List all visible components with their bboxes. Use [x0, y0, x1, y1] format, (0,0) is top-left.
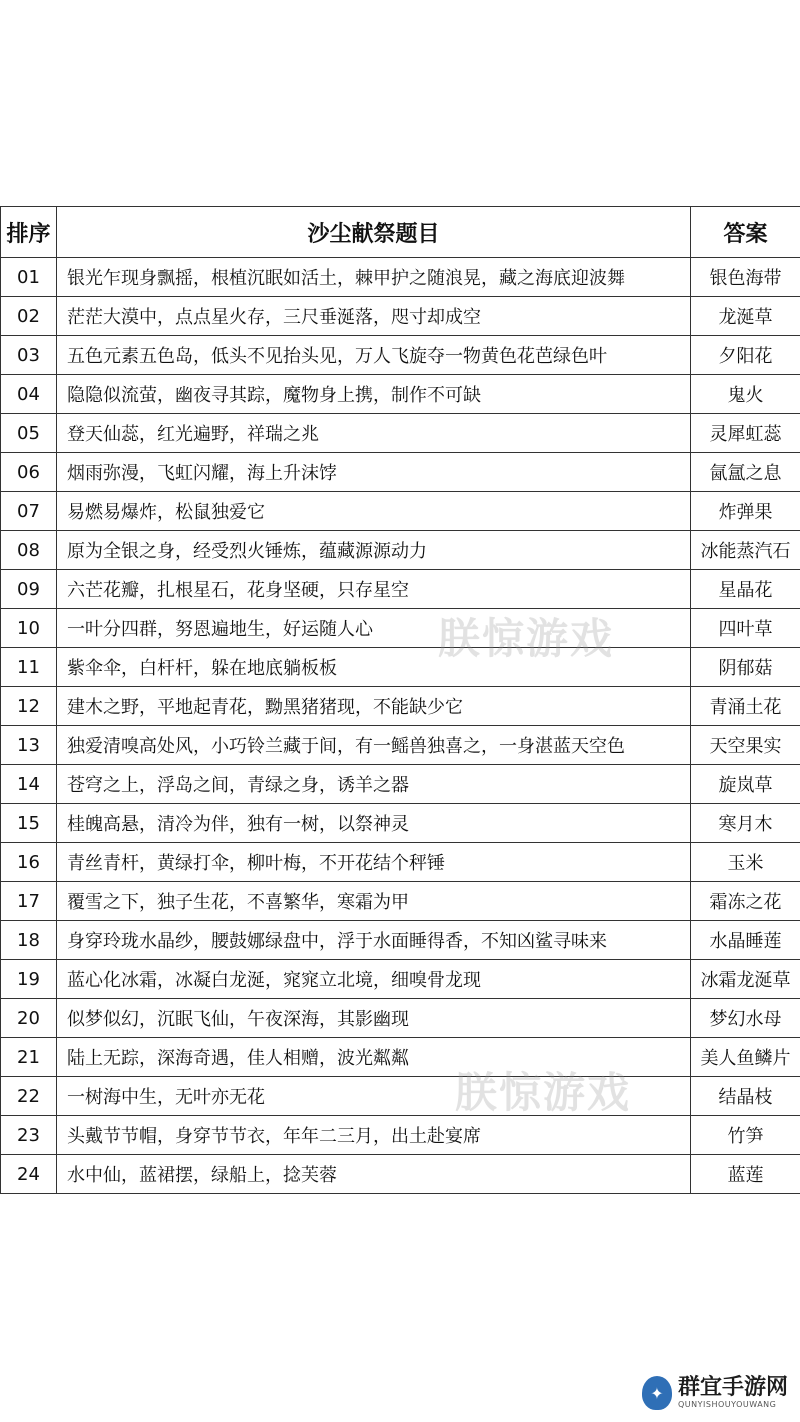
row-answer: 夕阳花	[691, 336, 800, 375]
header-question: 沙尘献祭题目	[57, 207, 691, 258]
row-answer: 炸弹果	[691, 492, 800, 531]
row-answer: 玉米	[691, 843, 800, 882]
row-answer: 霜冻之花	[691, 882, 800, 921]
table-row	[1, 1155, 800, 1194]
row-number: 16	[1, 843, 57, 882]
row-number: 22	[1, 1077, 57, 1116]
table-row	[1, 531, 800, 570]
row-answer: 梦幻水母	[691, 999, 800, 1038]
row-answer: 美人鱼鳞片	[691, 1038, 800, 1077]
row-question: 蓝心化冰霜，冰凝白龙涎，窕窕立北境，细嗅骨龙现	[57, 960, 691, 999]
row-answer: 天空果实	[691, 726, 800, 765]
row-answer: 结晶枝	[691, 1077, 800, 1116]
row-question: 易燃易爆炸，松鼠独爱它	[57, 492, 691, 531]
row-question: 烟雨弥漫，飞虹闪耀，海上升沫饽	[57, 453, 691, 492]
row-number: 06	[1, 453, 57, 492]
table-row	[1, 687, 800, 726]
table-row	[1, 1116, 800, 1155]
table-row	[1, 804, 800, 843]
row-question: 独爱清嗅高处风，小巧铃兰藏于间，有一鳐兽独喜之，一身湛蓝天空色	[57, 726, 691, 765]
row-answer: 旋岚草	[691, 765, 800, 804]
row-answer: 冰霜龙涎草	[691, 960, 800, 999]
row-number: 21	[1, 1038, 57, 1077]
quiz-table	[0, 206, 800, 1194]
row-question: 六芒花瓣，扎根星石，花身坚硬，只存星空	[57, 570, 691, 609]
row-question: 茫茫大漠中，点点星火存，三尺垂涎落，咫寸却成空	[57, 297, 691, 336]
table-row	[1, 258, 800, 297]
table-row	[1, 1038, 800, 1077]
row-question: 登天仙蕊，红光遍野，祥瑞之兆	[57, 414, 691, 453]
table-row	[1, 375, 800, 414]
row-number: 14	[1, 765, 57, 804]
table-row	[1, 414, 800, 453]
table-row	[1, 960, 800, 999]
table-row	[1, 648, 800, 687]
row-answer: 寒月木	[691, 804, 800, 843]
row-question: 桂魄高悬，清冷为伴，独有一树，以祭神灵	[57, 804, 691, 843]
row-answer: 水晶睡莲	[691, 921, 800, 960]
row-question: 一叶分四群，努恩遍地生，好运随人心	[57, 609, 691, 648]
row-question: 水中仙，蓝裙摆，绿船上，捻芙蓉	[57, 1155, 691, 1194]
row-number: 19	[1, 960, 57, 999]
row-number: 12	[1, 687, 57, 726]
row-answer: 竹笋	[691, 1116, 800, 1155]
quiz-table-container	[0, 206, 800, 1194]
row-question: 苍穹之上，浮岛之间，青绿之身，诱羊之器	[57, 765, 691, 804]
row-number: 07	[1, 492, 57, 531]
header-answer: 答案	[691, 207, 800, 258]
row-question: 青丝青杆，黄绿打伞，柳叶梅，不开花结个秤锤	[57, 843, 691, 882]
row-number: 20	[1, 999, 57, 1038]
logo-subtitle: QUNYISHOUYOUWANG	[677, 1400, 777, 1409]
row-question: 银光乍现身飘摇，根植沉眠如活土，棘甲护之随浪晃，藏之海底迎波舞	[57, 258, 691, 297]
table-row	[1, 609, 800, 648]
row-number: 04	[1, 375, 57, 414]
row-number: 11	[1, 648, 57, 687]
row-number: 02	[1, 297, 57, 336]
row-answer: 蓝莲	[691, 1155, 800, 1194]
table-row	[1, 297, 800, 336]
row-number: 05	[1, 414, 57, 453]
row-answer: 银色海带	[691, 258, 800, 297]
logo-name: 群宜手游网	[677, 1375, 788, 1400]
row-question: 紫伞伞，白杆杆，躲在地底躺板板	[57, 648, 691, 687]
table-row	[1, 843, 800, 882]
table-row	[1, 492, 800, 531]
table-row	[1, 765, 800, 804]
row-question: 建木之野，平地起青花，黝黑猪猪现，不能缺少它	[57, 687, 691, 726]
row-number: 24	[1, 1155, 57, 1194]
table-row	[1, 921, 800, 960]
row-answer: 阴郁菇	[691, 648, 800, 687]
row-question: 隐隐似流萤，幽夜寻其踪，魔物身上携，制作不可缺	[57, 375, 691, 414]
row-number: 23	[1, 1116, 57, 1155]
table-row	[1, 882, 800, 921]
row-question: 身穿玲珑水晶纱，腰鼓娜绿盘中，浮于水面睡得香，不知凶鲨寻味来	[57, 921, 691, 960]
row-number: 10	[1, 609, 57, 648]
row-question: 覆雪之下，独子生花，不喜繁华，寒霜为甲	[57, 882, 691, 921]
row-number: 13	[1, 726, 57, 765]
table-row	[1, 1077, 800, 1116]
row-number: 01	[1, 258, 57, 297]
table-row	[1, 453, 800, 492]
row-answer: 青涌土花	[691, 687, 800, 726]
row-question: 一树海中生，无叶亦无花	[57, 1077, 691, 1116]
table-row	[1, 336, 800, 375]
row-number: 15	[1, 804, 57, 843]
table-row	[1, 726, 800, 765]
header-rank: 排序	[1, 207, 57, 258]
row-question: 五色元素五色岛，低头不见抬头见，万人飞旋夺一物黄色花芭绿色叶	[57, 336, 691, 375]
row-question: 似梦似幻，沉眠飞仙，午夜深海，其影幽现	[57, 999, 691, 1038]
row-answer: 灵犀虹蕊	[691, 414, 800, 453]
logo-text	[678, 1377, 788, 1409]
site-logo[interactable]	[642, 1376, 788, 1410]
shield-logo-icon: ✦	[642, 1376, 672, 1410]
row-answer: 四叶草	[691, 609, 800, 648]
table-body	[1, 258, 800, 1194]
row-number: 09	[1, 570, 57, 609]
row-question: 原为全银之身，经受烈火锤炼，蕴藏源源动力	[57, 531, 691, 570]
watermark-1: 朕惊游戏	[438, 614, 615, 663]
row-number: 08	[1, 531, 57, 570]
row-answer: 鬼火	[691, 375, 800, 414]
row-answer: 氤氲之息	[691, 453, 800, 492]
table-row	[1, 570, 800, 609]
row-number: 03	[1, 336, 57, 375]
row-number: 17	[1, 882, 57, 921]
table-row	[1, 999, 800, 1038]
row-answer: 龙涎草	[691, 297, 800, 336]
row-question: 头戴节节帽，身穿节节衣，年年二三月，出土赴宴席	[57, 1116, 691, 1155]
row-answer: 星晶花	[691, 570, 800, 609]
table-header-row	[1, 207, 800, 258]
row-number: 18	[1, 921, 57, 960]
row-question: 陆上无踪，深海奇遇，佳人相赠，波光粼粼	[57, 1038, 691, 1077]
row-answer: 冰能蒸汽石	[691, 531, 800, 570]
watermark-2: 朕惊游戏	[455, 1068, 632, 1117]
